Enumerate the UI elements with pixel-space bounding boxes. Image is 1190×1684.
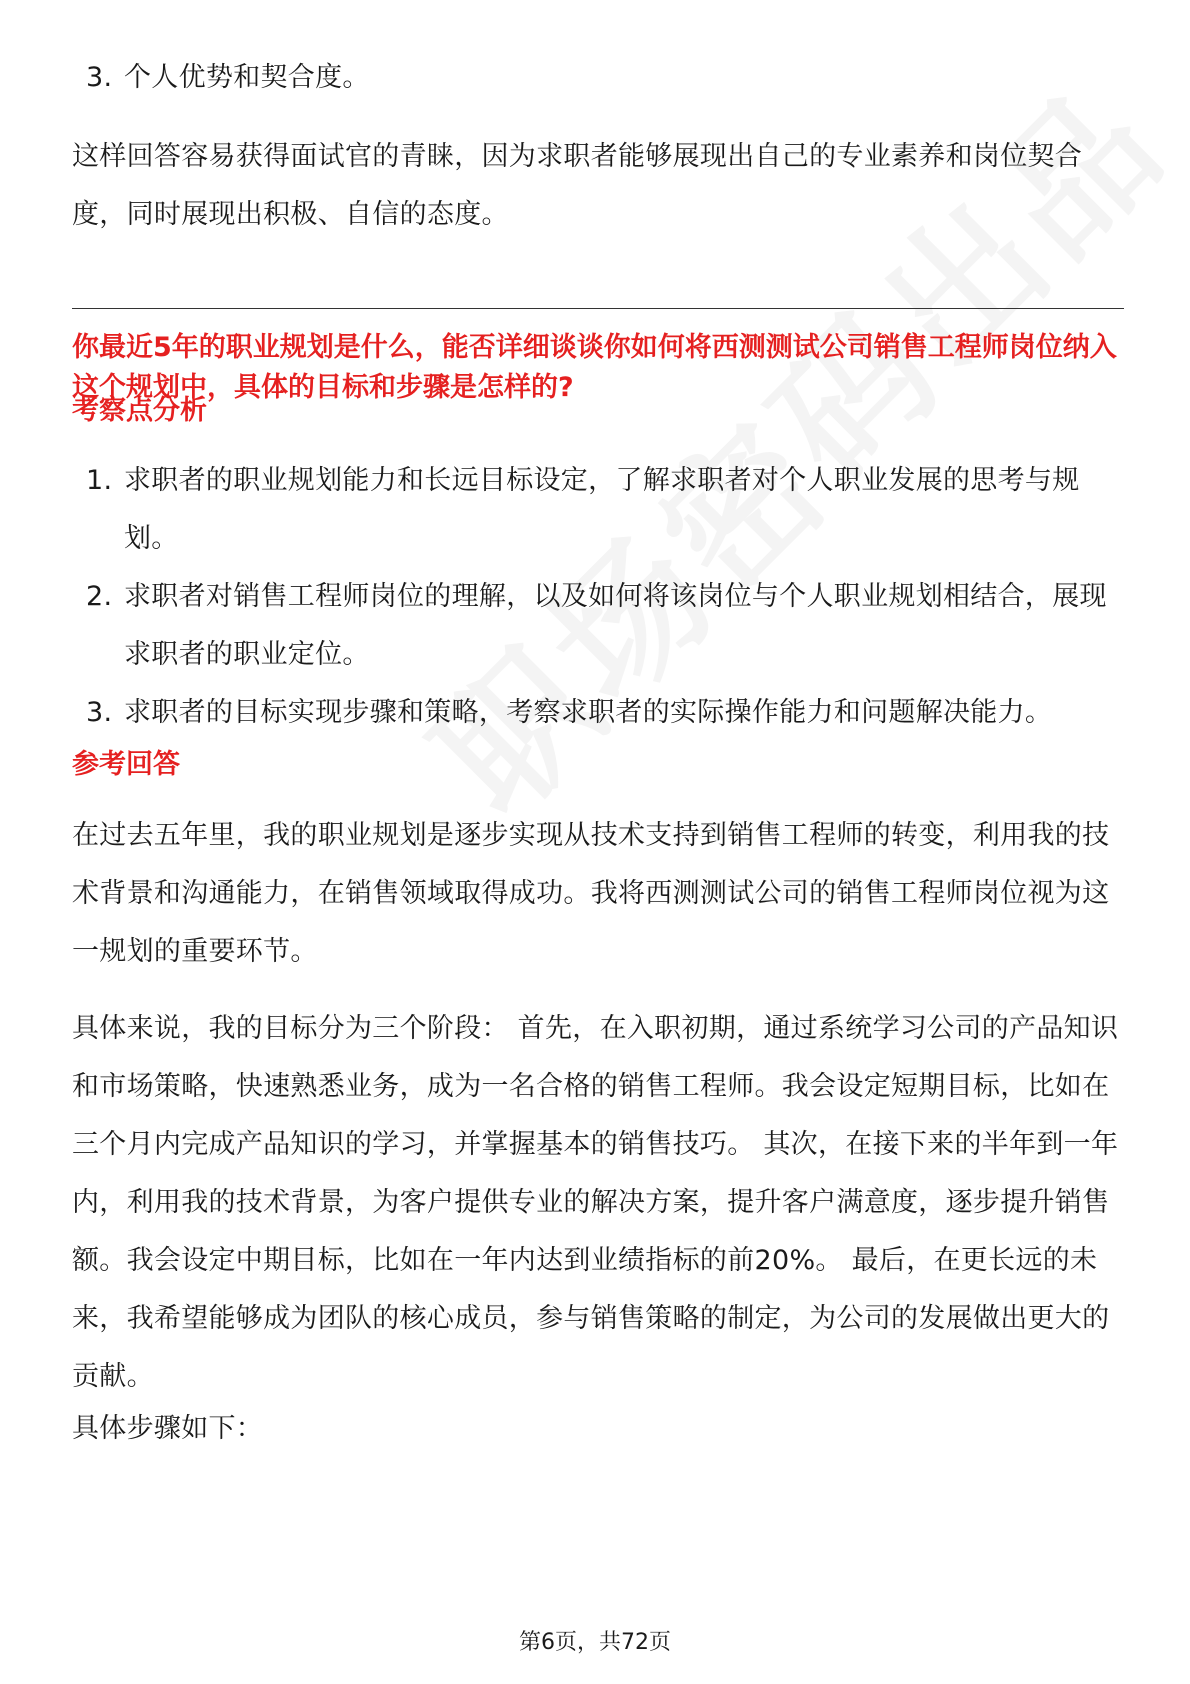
- analysis-list: [72, 452, 1122, 742]
- list-number: 3.: [86, 697, 113, 728]
- answer-paragraph: 具体步骤如下：: [72, 1413, 264, 1444]
- list-item: [72, 684, 1122, 742]
- list-text: 个人优势和契合度。: [124, 62, 370, 93]
- list-number: 2.: [86, 581, 113, 612]
- intro-paragraph: 这样回答容易获得面试官的青睐，因为求职者能够展现出自己的专业素养和岗位契合度，同时展现出积极、自信的态度。: [72, 141, 1083, 230]
- list-number: 1.: [86, 465, 113, 496]
- answer-paragraph: 具体来说，我的目标分为三个阶段： 首先，在入职初期，通过系统学习公司的产品知识和市场策略，快速熟悉业务，成为一名合格的销售工程师。我会设定短期目标，比如在三个月内完成产品知识的学习，并掌握基本的销售技巧。 其次，在接下来的半年到一年内，利用我的技术背景，为客户提供专业的解决方案，提升客户满意度，逐步提升销售额。我会设定中期目标，比如在一年内达到业绩指标的前20%。 最后，在更长远的未来，我希望能够成为团队的核心成员，参与销售策略的制定，为公司的发展做出更大的贡献。: [72, 1013, 1119, 1392]
- list-item: [72, 452, 1122, 568]
- analysis-heading: 考察点分析: [72, 395, 207, 426]
- list-text: 求职者的目标实现步骤和策略，考察求职者的实际操作能力和问题解决能力。: [124, 697, 1053, 728]
- list-item: [72, 49, 1122, 107]
- question-title: 你最近5年的职业规划是什么，能否详细谈谈你如何将西测测试公司销售工程师岗位纳入这个规划中，具体的目标和步骤是怎样的?: [72, 332, 1117, 403]
- list-number: 3.: [86, 62, 113, 93]
- list-text: 求职者对销售工程师岗位的理解，以及如何将该岗位与个人职业规划相结合，展现求职者的职业定位。: [124, 581, 1107, 670]
- list-text: 求职者的职业规划能力和长远目标设定，了解求职者对个人职业发展的思考与规划。: [124, 465, 1080, 554]
- answer-heading: 参考回答: [72, 749, 180, 780]
- top-list: [72, 49, 1122, 107]
- divider: [72, 308, 1124, 309]
- answer-paragraph: 在过去五年里，我的职业规划是逐步实现从技术支持到销售工程师的转变，利用我的技术背景和沟通能力，在销售领域取得成功。我将西测测试公司的销售工程师岗位视为这一规划的重要环节。: [72, 820, 1110, 967]
- list-item: [72, 568, 1122, 684]
- page-footer: 第6页，共72页: [519, 1630, 671, 1655]
